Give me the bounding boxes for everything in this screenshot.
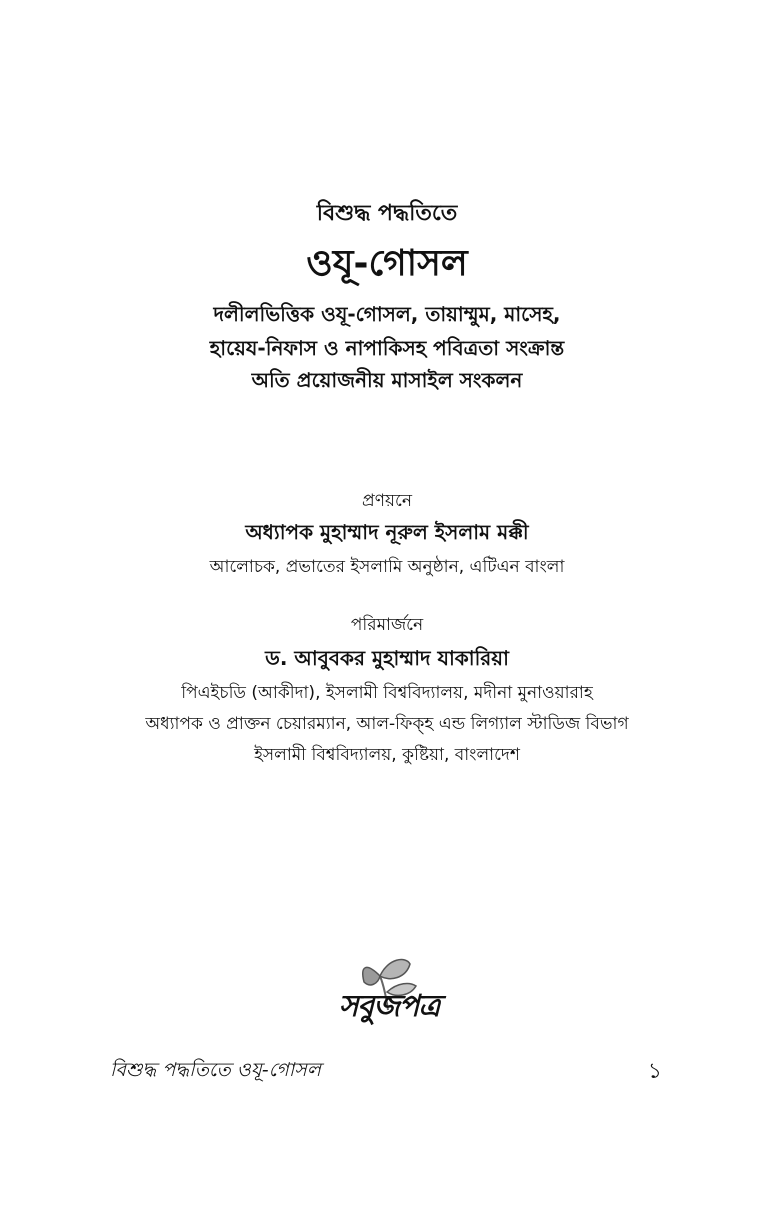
book-supertitle: বিশুদ্ধ পদ্ধতিতে: [316, 201, 458, 226]
book-subtitle-line: দলীলভিত্তিক ওযূ-গোসল, তায়াম্মুম, মাসেহ,: [213, 302, 561, 326]
book-subtitle-line: অতি প্রয়োজনীয় মাসাইল সংকলন: [251, 368, 523, 392]
book-title: ওযূ-গোসল: [306, 243, 468, 284]
author-role: প্রণয়নে: [362, 491, 412, 511]
publisher-logo: [330, 952, 446, 1044]
author-affiliation: আলোচক, প্রভাতের ইসলামি অনুষ্ঠান, এটিএন বাংলা: [209, 557, 565, 577]
book-subtitle-line: হায়েয-নিফাস ও নাপাকিসহ পবিত্রতা সংক্রান্ত: [209, 336, 565, 360]
page-number: ১: [647, 1059, 662, 1084]
author-name: অধ্যাপক মুহাম্মাদ নূরুল ইসলাম মক্কী: [245, 520, 529, 544]
editor-role: পরিমার্জনে: [350, 615, 424, 635]
editor-affiliation-line: পিএইচডি (আকীদা), ইসলামী বিশ্ববিদ্যালয়, মদীনা মুনাওয়ারাহ: [181, 683, 593, 703]
editor-name: ড. আবুবকর মুহাম্মাদ যাকারিয়া: [265, 646, 509, 670]
running-title: বিশুদ্ধ পদ্ধতিতে ওযূ-গোসল: [110, 1059, 321, 1081]
editor-affiliation-line: ইসলামী বিশ্ববিদ্যালয়, কুষ্টিয়া, বাংলাদেশ: [254, 745, 520, 765]
publisher-logo-text: সবুজপত্র: [338, 989, 440, 1024]
editor-affiliation-line: অধ্যাপক ও প্রাক্তন চেয়ারম্যান, আল-ফিক্‌হ এন্ড লিগ্যাল স্টাডিজ বিভাগ: [145, 714, 629, 734]
